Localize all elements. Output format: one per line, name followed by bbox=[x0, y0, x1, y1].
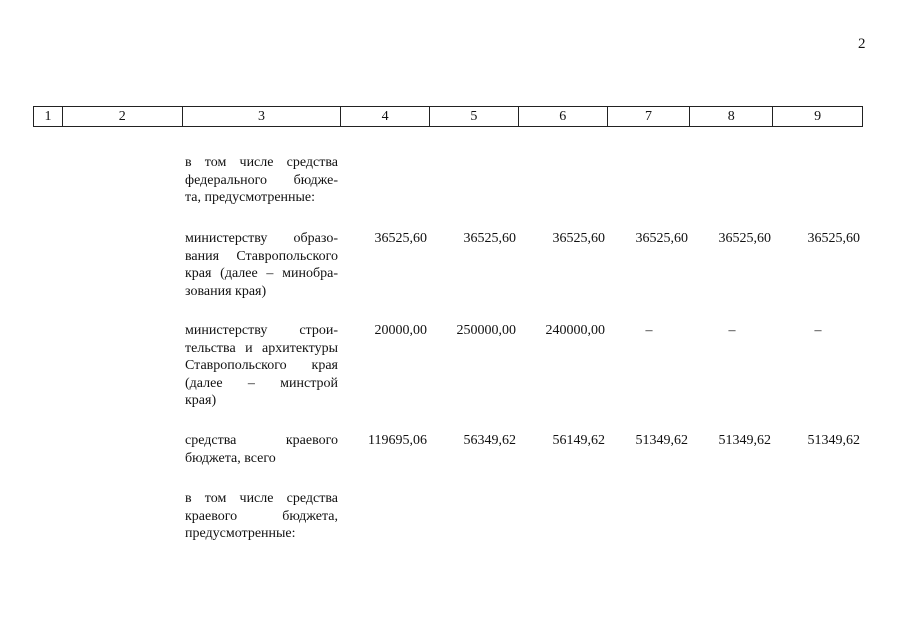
value-col6: 36525,60 bbox=[552, 231, 605, 246]
description-line: Ставропольского края bbox=[185, 358, 338, 373]
description-line: в том числе средства bbox=[185, 491, 338, 506]
description-line: бюджета, всего bbox=[185, 450, 276, 466]
description-line: (далее – минстрой bbox=[185, 375, 338, 391]
description-line: вания Ставропольского bbox=[185, 248, 338, 264]
value-col8: 51349,62 bbox=[718, 433, 771, 448]
description-line: зования края) bbox=[185, 283, 267, 299]
description-line: тельства и архитектуры bbox=[185, 340, 338, 356]
value-col6: 240000,00 bbox=[545, 323, 605, 338]
value-col5: 56349,62 bbox=[463, 433, 516, 448]
value-col4: 20000,00 bbox=[374, 323, 427, 338]
row-description-construction-ministry bbox=[185, 322, 338, 410]
header-col-9: 9 bbox=[814, 109, 822, 124]
value-col4: 119695,06 bbox=[368, 433, 427, 448]
row-description-federal-intro bbox=[185, 154, 338, 207]
description-line: федерального бюдже- bbox=[185, 172, 338, 188]
header-col-3: 3 bbox=[183, 107, 342, 126]
value-col5: 250000,00 bbox=[456, 323, 516, 338]
description-line: средства краевого bbox=[185, 433, 338, 448]
description-line: краевого бюджета, bbox=[185, 508, 338, 524]
header-col-6: 6 bbox=[519, 107, 608, 126]
header-col-7: 7 bbox=[608, 107, 691, 126]
row-description-education-ministry bbox=[185, 230, 338, 300]
value-col5: 36525,60 bbox=[463, 231, 516, 246]
value-col8-dash: – bbox=[728, 323, 736, 338]
description-line: министерству строи- bbox=[185, 323, 338, 338]
header-col-2: 2 bbox=[63, 107, 183, 126]
description-line: та, предусмотренные: bbox=[185, 190, 316, 205]
value-col7: 51349,62 bbox=[635, 433, 688, 448]
value-col4: 36525,60 bbox=[374, 231, 427, 246]
description-line: края) bbox=[185, 393, 217, 408]
row-description-regional-intro bbox=[185, 490, 338, 543]
value-col8: 36525,60 bbox=[718, 231, 771, 246]
header-col-8: 8 bbox=[690, 107, 773, 126]
table-header-row bbox=[33, 106, 863, 127]
value-col7: 36525,60 bbox=[635, 231, 688, 246]
description-line: министерству образо- bbox=[185, 231, 338, 246]
description-line: в том числе средства bbox=[185, 155, 338, 170]
header-col-1: 1 bbox=[34, 107, 63, 126]
value-col6: 56149,62 bbox=[552, 433, 605, 448]
value-col9-dash: – bbox=[814, 323, 822, 338]
page-number: 2 bbox=[858, 36, 866, 52]
description-line: края (далее – минобра- bbox=[185, 266, 338, 281]
description-line: предусмотренные: bbox=[185, 526, 296, 541]
header-col-4: 4 bbox=[341, 107, 430, 126]
value-col7-dash: – bbox=[645, 323, 653, 338]
row-description-regional-budget-total bbox=[185, 432, 338, 467]
value-col9: 51349,62 bbox=[807, 433, 860, 448]
header-col-5: 5 bbox=[430, 107, 519, 126]
value-col9: 36525,60 bbox=[807, 231, 860, 246]
